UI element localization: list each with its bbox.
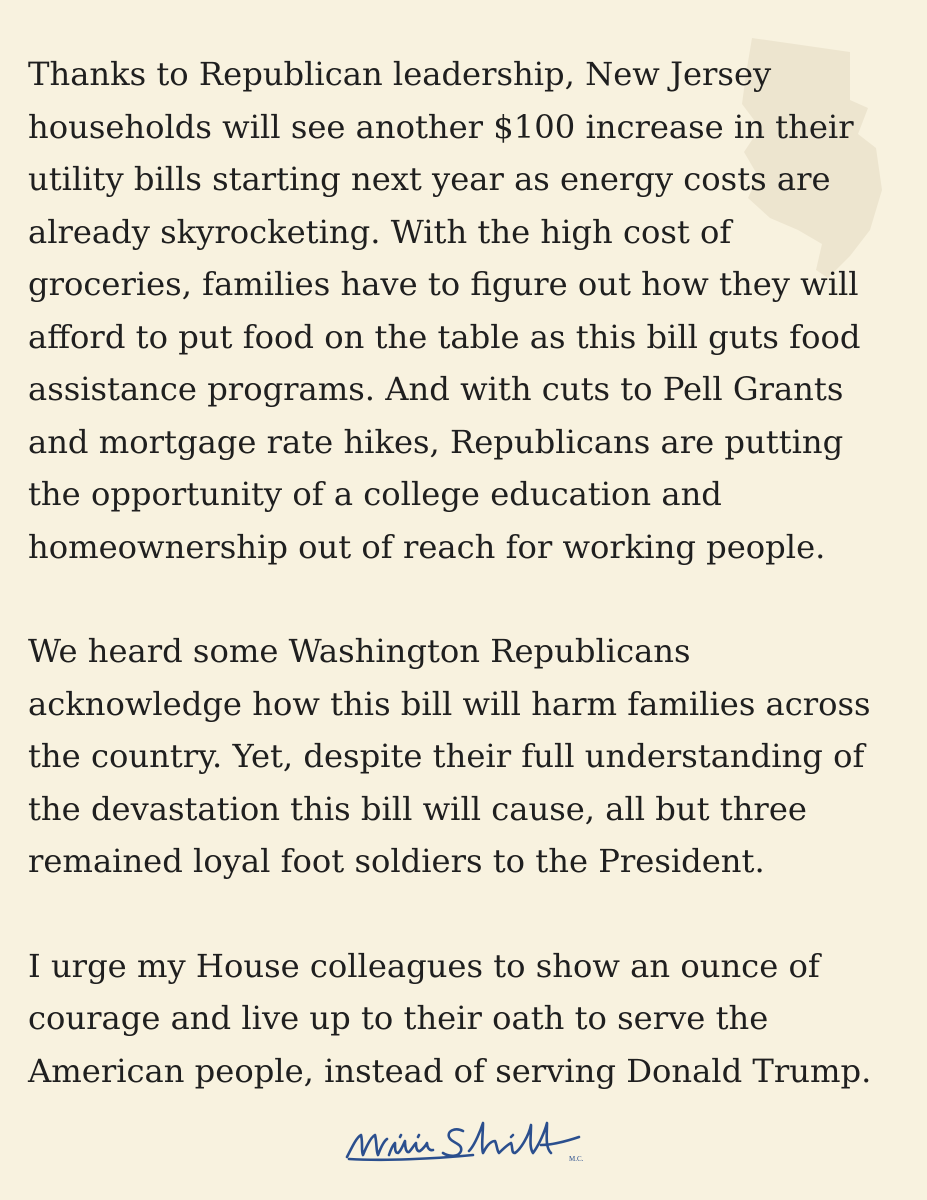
paragraph-spacer <box>28 888 908 940</box>
paragraph-2 <box>28 625 908 888</box>
paragraph-1 <box>28 48 908 573</box>
text-line: the country. Yet, despite their full understanding of <box>28 737 865 775</box>
text-line: utility bills starting next year as energy costs are <box>28 160 831 198</box>
text-line: acknowledge how this bill will harm families across <box>28 684 871 723</box>
text-line: I urge my House colleagues to show an ounce of <box>28 946 820 985</box>
handwritten-signature <box>343 1115 593 1171</box>
signature-suffix: M.C. <box>569 1155 584 1163</box>
paragraph-3 <box>28 940 908 1098</box>
text-line: courage and live up to their oath to serve the <box>28 999 769 1037</box>
text-line: the devastation this bill will cause, all but three <box>28 789 807 828</box>
text-line: assistance programs. And with cuts to Pell Grants <box>28 370 844 408</box>
text-line: Thanks to Republican leadership, New Jersey <box>28 55 772 93</box>
text-line: We heard some Washington Republicans <box>28 632 691 670</box>
text-line: homeownership out of reach for working people. <box>28 527 826 566</box>
statement-body <box>28 48 908 1097</box>
text-line: households will see another $100 increase in their <box>28 107 854 146</box>
text-line: remained loyal foot soldiers to the President. <box>28 842 765 880</box>
text-line: already skyrocketing. With the high cost of <box>28 212 732 251</box>
text-line: groceries, families have to figure out how they will <box>28 265 859 303</box>
text-line: the opportunity of a college education and <box>28 475 722 513</box>
text-line: American people, instead of serving Donald Trump. <box>28 1051 872 1090</box>
text-line: and mortgage rate hikes, Republicans are putting <box>28 422 844 461</box>
paragraph-spacer <box>28 573 908 625</box>
text-line: afford to put food on the table as this bill guts food <box>28 317 861 356</box>
